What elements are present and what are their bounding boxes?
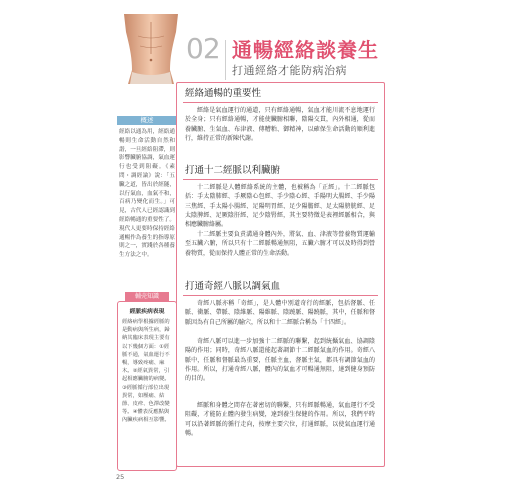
page-number: 25 bbox=[116, 473, 125, 481]
section-divider-1 bbox=[183, 102, 378, 103]
title-divider bbox=[225, 40, 226, 80]
knowledge-box-tab: 輔壳知識 bbox=[125, 292, 169, 301]
main-content-box bbox=[176, 82, 385, 467]
knowledge-box-frame bbox=[117, 301, 177, 471]
chapter-number: 02 bbox=[186, 32, 220, 65]
section-divider-3 bbox=[183, 295, 378, 296]
overview-sidebar bbox=[117, 116, 177, 260]
knowledge-box-title: 經脈疾病表現 bbox=[129, 309, 165, 315]
section-3-paragraph-1: 奇經八脈亦稱「奇經」，是人體中別道奇行的經脈，包括督脈、任脈、衝脈、帶脈、陰維脈、陽維脈、陰蹺脈、陽蹺脈，其中，任脈和督脈因為有自己所屬的腧穴，所以和十二經脈合稱為「十四經」。 bbox=[185, 300, 375, 326]
knowledge-box bbox=[117, 292, 177, 472]
overview-text: 經絡以通為用，經絡通暢則生命活動自然和諧，一旦經絡阻滯，則影響臟腑協調，氣血運行也受到阻礙。《素問・調經論》說：「五臟之道，皆出於經隧，以行氣血，血氣不和，百病乃變化而生。」可見，古代人已經認識到經絡暢通的重要性了。現代人更要時保持經絡通暢作為養生的指導原則之一，實踐於各種養生方法之中。 bbox=[119, 129, 175, 259]
knowledge-box-text: 經絡病學根據經脈的是動病與所生病，歸納其臨床表現主要有以下幾個方面：①經脈不通，氣血運行不暢，導致疼痛、麻木。②經氣異常，引起相應臟腑的病變。③經脈循行部位出現異常，如壓痛、結節、皮疹、色澤改變等。④體表反應點與內臟疾病相互影響。 bbox=[122, 319, 170, 424]
section-heading-2: 打通十二經脈以利臟腑 bbox=[185, 165, 281, 176]
chapter-subtitle: 打通經絡才能防病治病 bbox=[232, 64, 347, 77]
overview-label: 概述 bbox=[117, 116, 177, 125]
section-2-paragraph-1: 十二經脈是人體經絡系統的主體，也被稱為「正經」。十二經脈包括：手太陰肺經、手厥陰心包經、手少陰心經、手陽明大腸經、手少陽三焦經、手太陽小腸經、足陽明胃經、足少陽膽經、足太陽膀胱經、足太陰脾經、足厥陰肝經、足少陰腎經，其主要特徵是表裡經脈相合，與相應臟腑絡屬。 bbox=[185, 184, 375, 229]
section-3-paragraph-3: 經脈和身體之間存在著密切的聯繫，只有經脈暢通，氣血運行不受阻礙，才能防止體內發生病變，達到養生保健的作用。所以，我們平時可以沿著經脈的循行走向，按摩主要穴位，打通經脈，以使氣血運行通暢。 bbox=[185, 402, 375, 437]
section-1-paragraph: 經絡是氣血運行的通道，只有經絡通暢，氣血才能川流不息地運行於全身；只有經絡通暢，才能使臟腑相聯，陰陽交貫，內外相通，從而養臟腑、生氣血、布津液、傳糟粕、御精神，以確保生命活動的順利進行，維持正常的新陳代謝。 bbox=[185, 107, 375, 142]
section-2-paragraph-2: 十二經脈主要負責溝通身體內外，將氣、血、津液等營養物質運輸至五臟六腑，所以只有十二經脈暢通無阻，五臟六腑才可以及時得到營養物質，從而保持人體正常的生命活動。 bbox=[185, 231, 375, 257]
section-3-paragraph-2: 奇經八脈可以進一步加強十二經脈的聯繫，起到統攝氣血、協調陰陽的作用；同時，奇經八脈還能起著調節十二經脈氣血的作用。奇經八脈中，任脈和督脈最為重要，任脈主血，督脈主氣，都具有調節氣血的作用。所以，打通奇經八脈，體內的氣血才可暢通無阻，達到健身預防的目的。 bbox=[185, 338, 375, 383]
section-heading-3: 打通奇經八脈以調氣血 bbox=[185, 281, 281, 292]
chapter-title: 通暢經絡談養生 bbox=[232, 38, 379, 62]
section-divider-2 bbox=[183, 179, 378, 180]
section-heading-1: 經絡通暢的重要性 bbox=[185, 88, 262, 99]
torso-illustration bbox=[118, 14, 184, 84]
